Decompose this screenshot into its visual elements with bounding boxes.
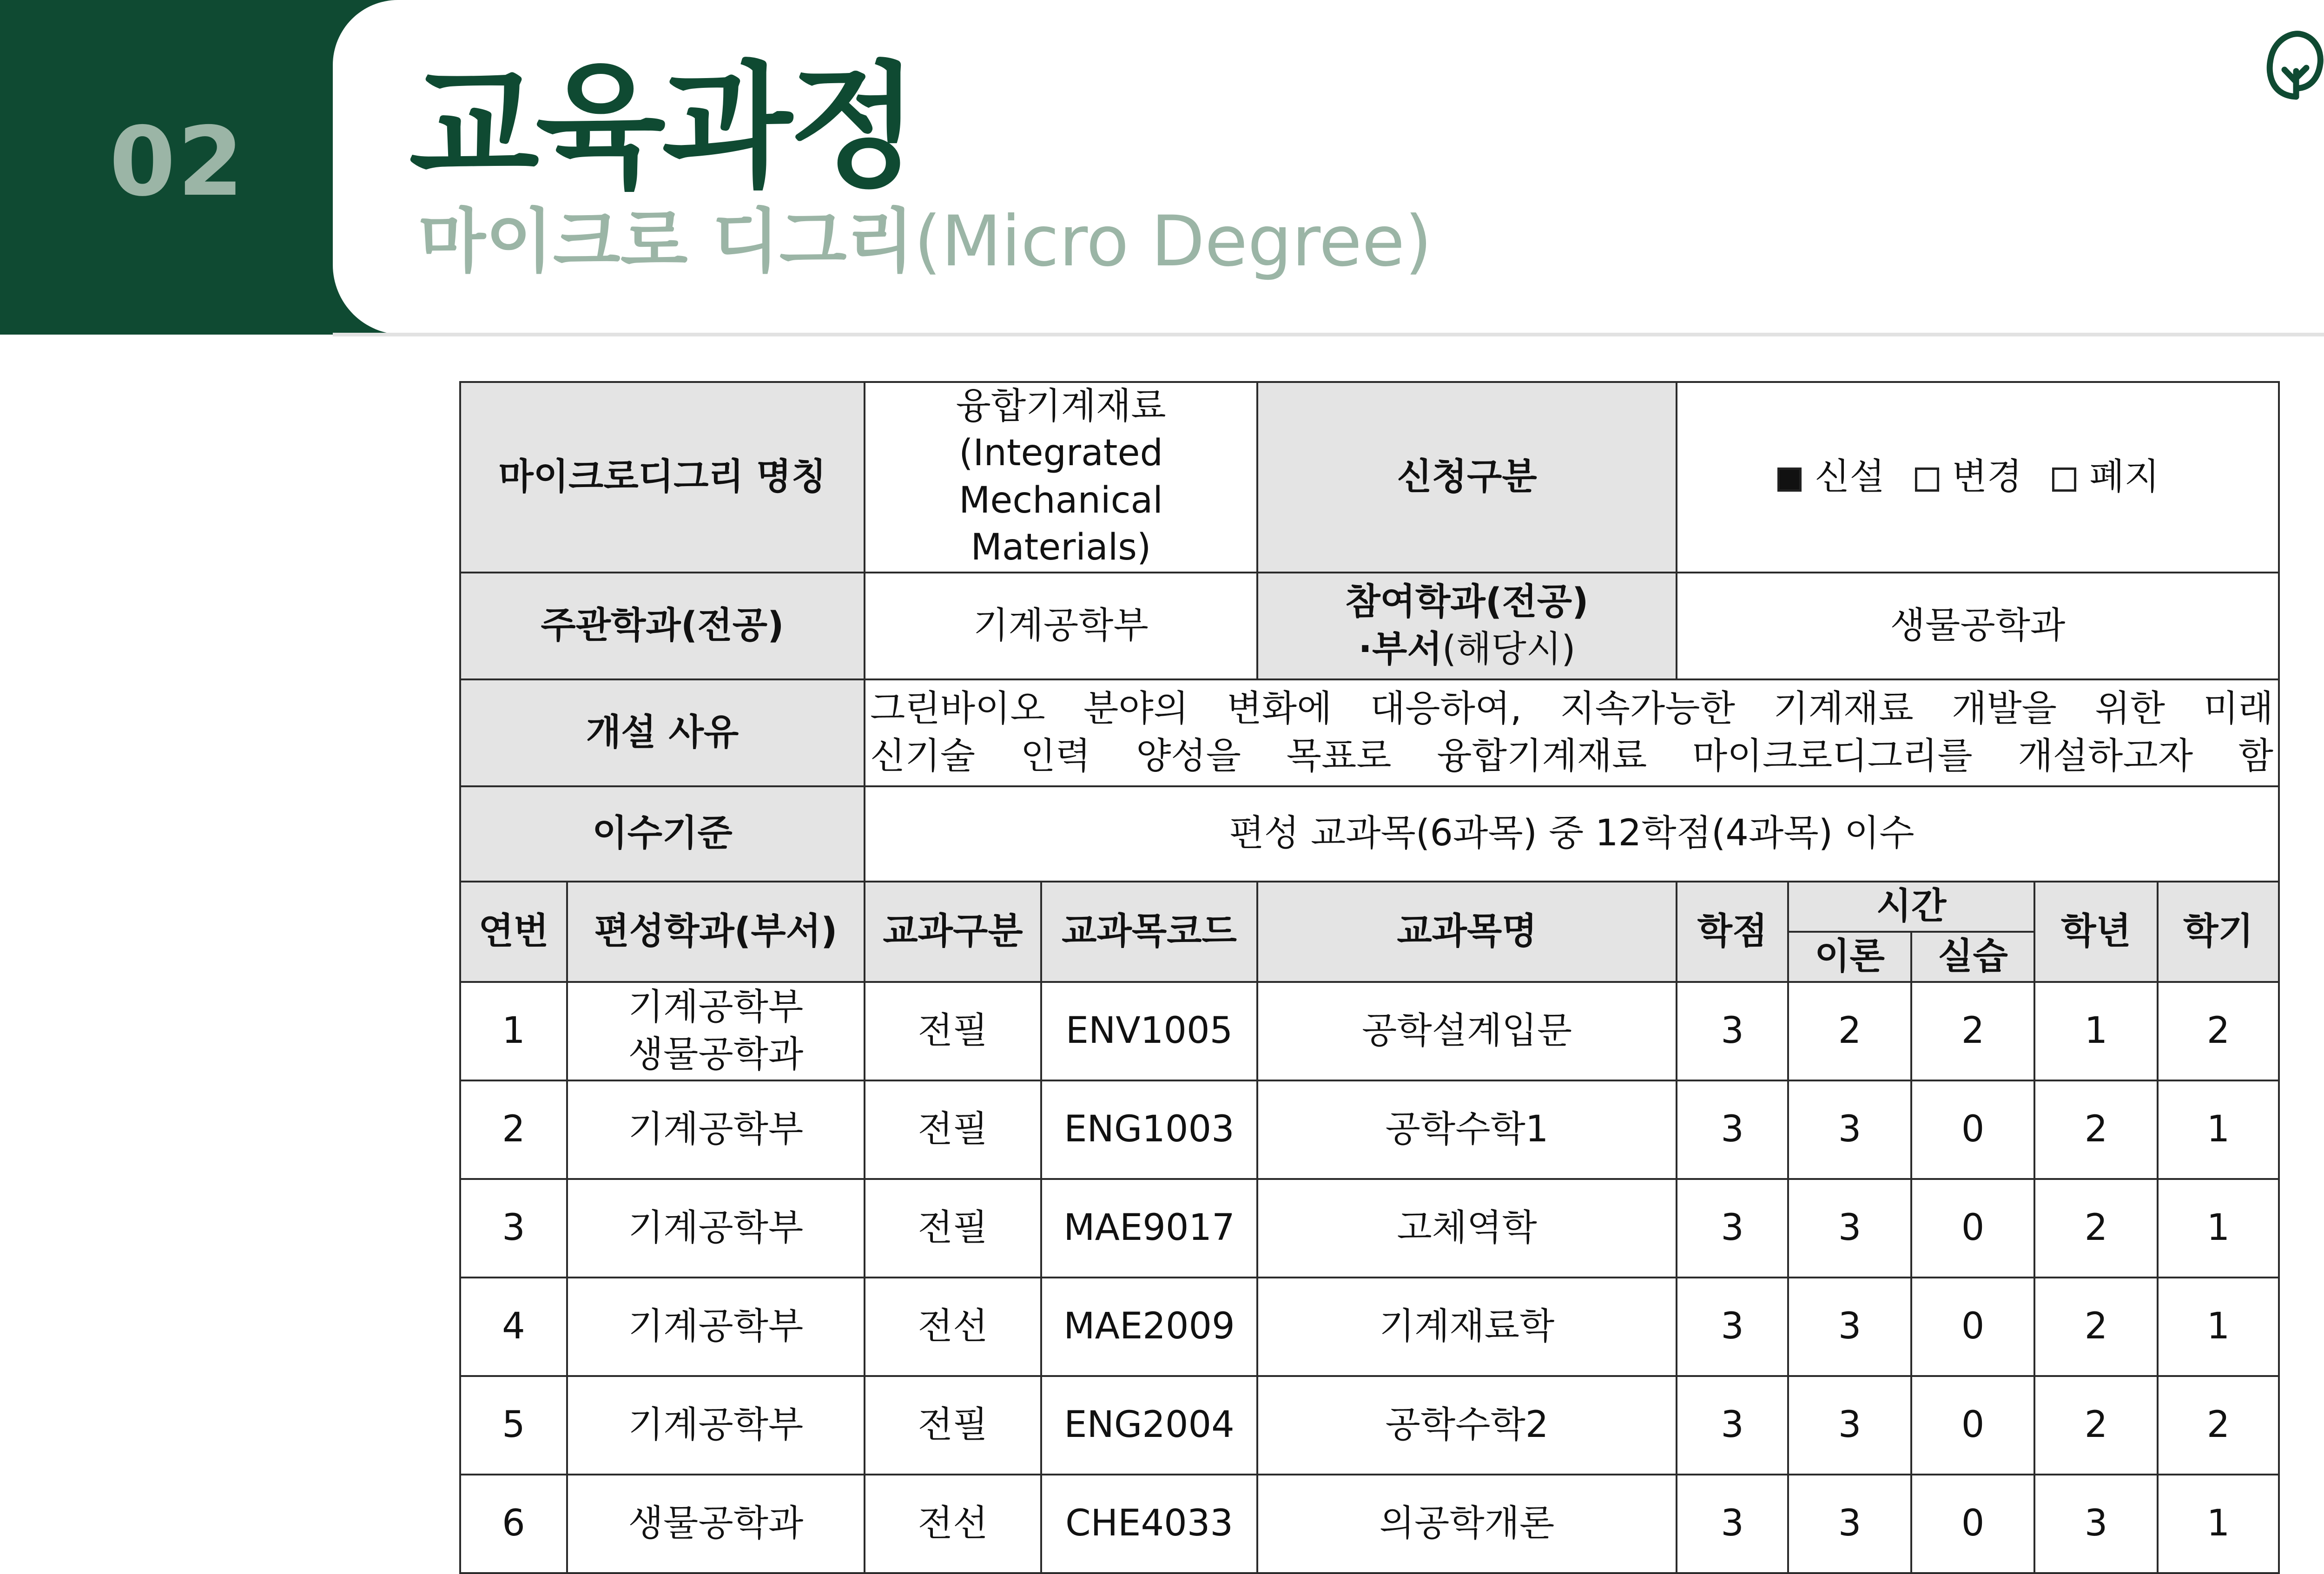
type-option-new-label: 신설: [1815, 456, 1885, 498]
row-course: 기계재료학: [1257, 1278, 1677, 1376]
row-no: 4: [460, 1278, 567, 1376]
row-no: 3: [460, 1179, 567, 1278]
row-practice: 0: [1911, 1278, 2034, 1376]
row-theory: 3: [1788, 1376, 1911, 1475]
row-category: 전필: [865, 1179, 1041, 1278]
brand-logo: [2264, 26, 2324, 105]
table-header-row: [460, 882, 2279, 932]
reason-line1: 그린바이오 분야의 변화에 대응하여, 지속가능한 기계재료 개발을 위한 미래: [870, 688, 2274, 730]
row-dept: 기계공학부: [567, 1179, 865, 1278]
type-option-change-label: 변경: [1952, 456, 2022, 498]
row-credit: 3: [1677, 1376, 1788, 1475]
row-year: 3: [2034, 1475, 2158, 1573]
type-option-new[interactable]: [1777, 456, 1885, 498]
col-credit: 학점: [1677, 882, 1788, 982]
row-category: 전필: [865, 1080, 1041, 1179]
info-row-reason: [460, 679, 2279, 786]
row-semester: 1: [2158, 1475, 2279, 1573]
row-category: 전필: [865, 1376, 1041, 1475]
row-practice: 0: [1911, 1376, 2034, 1475]
row-year: 2: [2034, 1080, 2158, 1179]
name-value-line2: (Integrated Mechanical: [959, 432, 1163, 521]
micro-degree-table: [459, 381, 2280, 1574]
col-code: 교과목코드: [1041, 882, 1257, 982]
col-theory: 이론: [1788, 932, 1911, 982]
page-subtitle: [418, 201, 1432, 282]
col-no: 연번: [460, 882, 567, 982]
name-value-line3: Materials): [971, 527, 1151, 569]
table-row: [460, 1080, 2279, 1179]
row-course: 공학수학1: [1257, 1080, 1677, 1179]
name-value-line1: 융합기계재료: [956, 385, 1166, 427]
participating-value: 생물공학과: [1677, 573, 2279, 679]
section-number: 02: [109, 107, 246, 217]
participating-label-bold: ·부서: [1358, 628, 1442, 670]
row-semester: 1: [2158, 1179, 2279, 1278]
criteria-value: 편성 교과목(6과목) 중 12학점(4과목) 이수: [865, 786, 2279, 882]
col-category: 교과구분: [865, 882, 1041, 982]
row-code: MAE2009: [1041, 1278, 1257, 1376]
row-theory: 3: [1788, 1179, 1911, 1278]
subtitle-korean: 마이크로 디그리: [418, 201, 914, 282]
reason-label: 개설 사유: [460, 679, 865, 786]
row-code: ENG2004: [1041, 1376, 1257, 1475]
col-dept: 편성학과(부서): [567, 882, 865, 982]
row-code: CHE4033: [1041, 1475, 1257, 1573]
unchecked-box-icon[interactable]: [2052, 468, 2076, 492]
row-no: 5: [460, 1376, 567, 1475]
row-course: 의공학개론: [1257, 1475, 1677, 1573]
row-dept-line2: 생물공학과: [628, 1033, 804, 1075]
row-no: 6: [460, 1475, 567, 1573]
row-course: 공학수학2: [1257, 1376, 1677, 1475]
col-course: 교과목명: [1257, 882, 1677, 982]
row-dept: 기계공학부: [567, 1376, 865, 1475]
type-option-abolish[interactable]: [2052, 456, 2159, 498]
criteria-label: 이수기준: [460, 786, 865, 882]
row-theory: 2: [1788, 982, 1911, 1080]
col-semester: 학기: [2158, 882, 2279, 982]
row-practice: 0: [1911, 1080, 2034, 1179]
table-row: [460, 1278, 2279, 1376]
subtitle-english: (Micro Degree): [914, 201, 1432, 282]
reason-line2: 신기술 인력 양성을 목표로 융합기계재료 마이크로디그리를 개설하고자 함: [870, 735, 2274, 777]
row-credit: 3: [1677, 1278, 1788, 1376]
row-semester: 2: [2158, 1376, 2279, 1475]
row-theory: 3: [1788, 1278, 1911, 1376]
reason-value: [865, 679, 2279, 786]
row-year: 2: [2034, 1278, 2158, 1376]
row-year: 1: [2034, 982, 2158, 1080]
row-course: 고체역학: [1257, 1179, 1677, 1278]
info-row-criteria: [460, 786, 2279, 882]
type-label: 신청구분: [1257, 382, 1677, 573]
row-category: 전선: [865, 1475, 1041, 1573]
row-credit: 3: [1677, 1475, 1788, 1573]
row-practice: 2: [1911, 982, 2034, 1080]
col-practice: 실습: [1911, 932, 2034, 982]
header-divider: [333, 333, 2324, 336]
table-row: [460, 1475, 2279, 1573]
checked-box-icon[interactable]: [1777, 468, 1802, 492]
row-year: 2: [2034, 1376, 2158, 1475]
page-title: 교육과정: [409, 49, 915, 206]
name-label: 마이크로디그리 명칭: [460, 382, 865, 573]
row-course: 공학설계입문: [1257, 982, 1677, 1080]
row-category: 전선: [865, 1278, 1041, 1376]
col-year: 학년: [2034, 882, 2158, 982]
row-dept-line1: 기계공학부: [628, 986, 804, 1028]
row-dept: [567, 982, 865, 1080]
participating-label: [1257, 573, 1677, 679]
row-practice: 0: [1911, 1475, 2034, 1573]
table-row: [460, 982, 2279, 1080]
row-year: 2: [2034, 1179, 2158, 1278]
row-semester: 2: [2158, 982, 2279, 1080]
unchecked-box-icon[interactable]: [1915, 468, 1939, 492]
host-label: 주관학과(전공): [460, 573, 865, 679]
row-credit: 3: [1677, 1179, 1788, 1278]
row-credit: 3: [1677, 982, 1788, 1080]
type-options: [1677, 382, 2279, 573]
row-category: 전필: [865, 982, 1041, 1080]
type-option-change[interactable]: [1915, 456, 2022, 498]
row-semester: 1: [2158, 1080, 2279, 1179]
row-theory: 3: [1788, 1475, 1911, 1573]
table-row: [460, 1376, 2279, 1475]
row-dept: 생물공학과: [567, 1475, 865, 1573]
participating-label-line2: [1260, 626, 1674, 673]
row-dept: 기계공학부: [567, 1080, 865, 1179]
col-hours: 시간: [1788, 882, 2034, 932]
name-value: [865, 382, 1257, 573]
host-value: 기계공학부: [865, 573, 1257, 679]
row-code: ENG1003: [1041, 1080, 1257, 1179]
row-practice: 0: [1911, 1179, 2034, 1278]
table-row: [460, 1179, 2279, 1278]
participating-label-note: (해당시): [1442, 628, 1576, 670]
info-row-name: [460, 382, 2279, 573]
row-code: ENV1005: [1041, 982, 1257, 1080]
row-no: 1: [460, 982, 567, 1080]
row-theory: 3: [1788, 1080, 1911, 1179]
row-no: 2: [460, 1080, 567, 1179]
row-semester: 1: [2158, 1278, 2279, 1376]
row-code: MAE9017: [1041, 1179, 1257, 1278]
participating-label-line1: 참여학과(전공): [1345, 581, 1589, 623]
type-option-abolish-label: 폐지: [2089, 456, 2159, 498]
row-dept: 기계공학부: [567, 1278, 865, 1376]
tree-logo-icon: [2264, 27, 2324, 104]
info-row-dept: [460, 573, 2279, 679]
row-credit: 3: [1677, 1080, 1788, 1179]
